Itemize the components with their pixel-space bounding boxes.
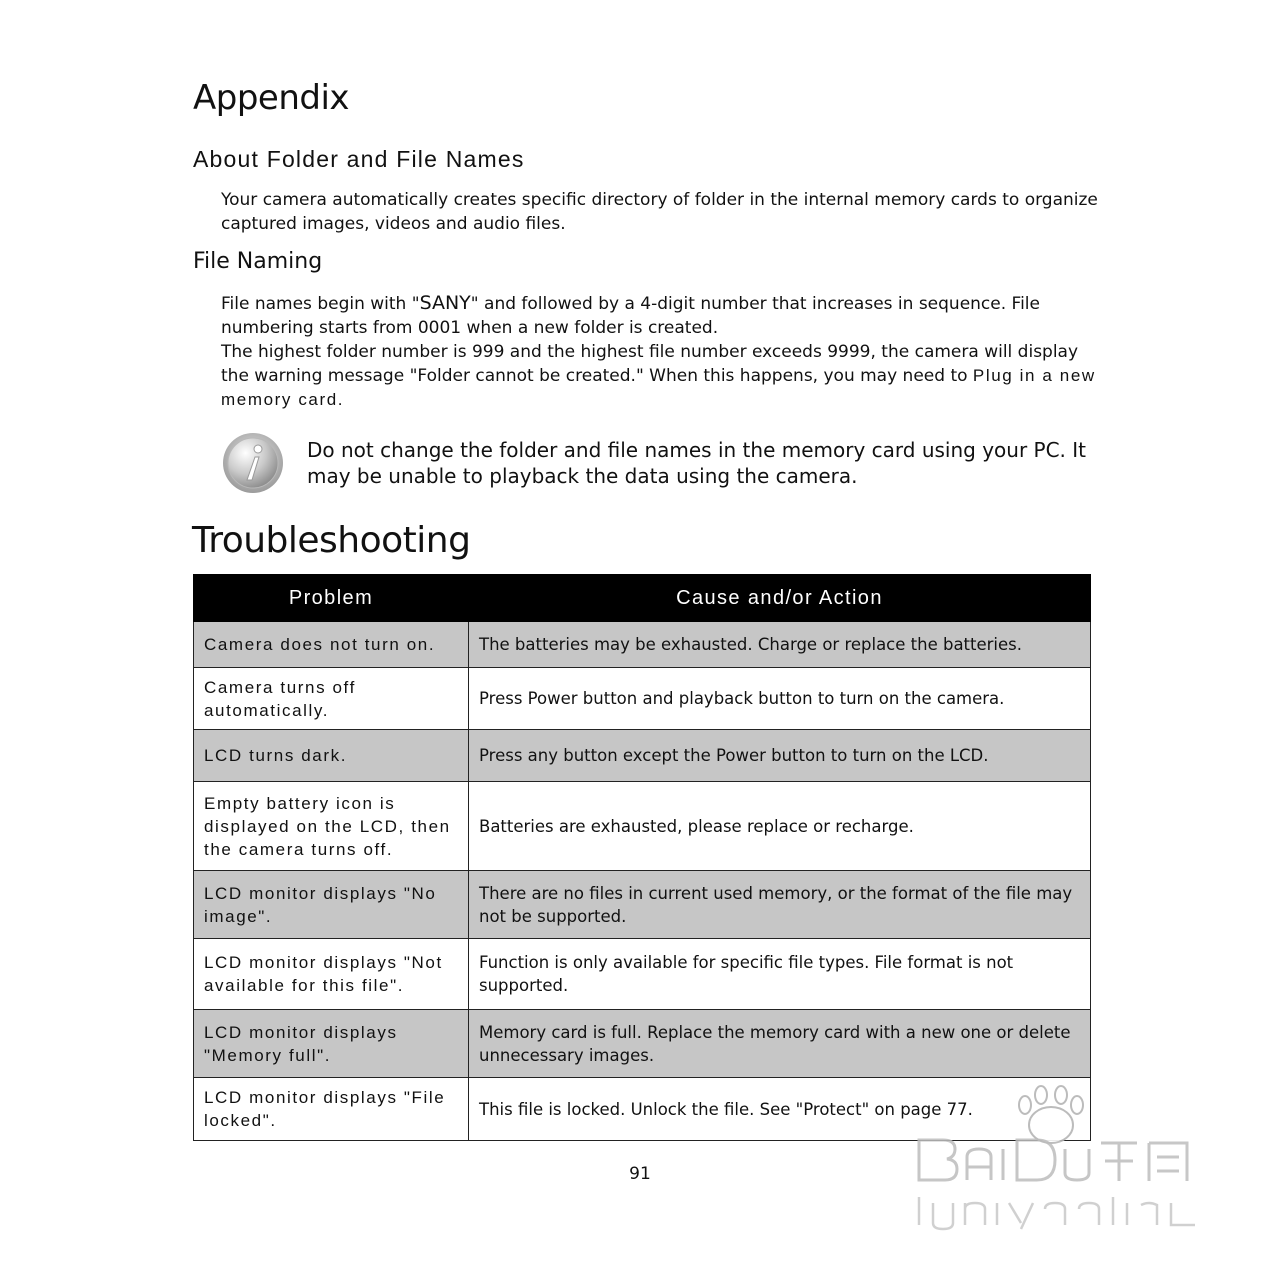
- action-cell: Memory card is full. Replace the memory card with a new one or delete unnecessary images.: [469, 1010, 1091, 1078]
- action-cell: Press Power button and playback button to turn on the camera.: [469, 668, 1091, 730]
- plug-in-text: Plug in a new memory card.: [221, 366, 1096, 409]
- baidu-watermark-logo: [905, 1085, 1205, 1235]
- action-cell: Batteries are exhausted, please replace or recharge.: [469, 782, 1091, 871]
- problem-cell: Empty battery icon is displayed on the LCD, then the camera turns off.: [194, 782, 469, 871]
- subheading-file-naming: File Naming: [193, 249, 323, 274]
- problem-cell: Camera turns off automatically.: [194, 668, 469, 730]
- page-title: Appendix: [193, 78, 350, 118]
- note-text: Do not change the folder and file names in the memory card using your PC. It may be unable to playback the data using the camera.: [307, 438, 1087, 488]
- problem-cell: LCD turns dark.: [194, 730, 469, 782]
- action-cell: Function is only available for specific file types. File format is not supported.: [469, 939, 1091, 1010]
- section-heading-folder: About Folder and File Names: [193, 146, 525, 172]
- table-row: [194, 730, 1091, 782]
- table-row: [194, 782, 1091, 871]
- info-icon: [222, 432, 284, 494]
- column-header-action: Cause and/or Action: [469, 575, 1091, 622]
- action-cell: There are no files in current used memory, or the format of the file may not be supported.: [469, 871, 1091, 939]
- table-row: [194, 622, 1091, 668]
- column-header-problem: Problem: [194, 575, 469, 622]
- action-cell: This file is locked. Unlock the file. See "Protect" on page 77.: [469, 1078, 1091, 1141]
- action-cell: Press any button except the Power button to turn on the LCD.: [469, 730, 1091, 782]
- table-row: [194, 1010, 1091, 1078]
- file-naming-text: [221, 291, 1101, 412]
- table-row: [194, 939, 1091, 1010]
- problem-cell: Camera does not turn on.: [194, 622, 469, 668]
- file-naming-paragraph-2: The highest folder number is 999 and the highest file number exceeds 9999, the camera will display the warning message "Folder cannot be created." When this happens, you may need to Plug in a new memory card.: [221, 342, 1096, 409]
- problem-cell: LCD monitor displays "Memory full".: [194, 1010, 469, 1078]
- troubleshooting-table: [193, 574, 1091, 1141]
- problem-cell: LCD monitor displays "Not available for this file".: [194, 939, 469, 1010]
- file-naming-paragraph-1: File names begin with "SANY" and followed by a 4-digit number that increases in sequence. File numbering starts from 0001 when a new folder is created.: [221, 292, 1040, 338]
- table-row: [194, 871, 1091, 939]
- intro-paragraph: Your camera automatically creates specific directory of folder in the internal memory cards to organize captured images, videos and audio files.: [221, 190, 1098, 234]
- prefix-sany: SANY: [419, 292, 471, 314]
- table-header-row: [194, 575, 1091, 622]
- problem-cell: LCD monitor displays "File locked".: [194, 1078, 469, 1141]
- page-number: 91: [629, 1164, 651, 1184]
- section-heading-troubleshooting: Troubleshooting: [192, 520, 471, 561]
- problem-cell: LCD monitor displays "No image".: [194, 871, 469, 939]
- action-cell: The batteries may be exhausted. Charge or replace the batteries.: [469, 622, 1091, 668]
- table-row: [194, 668, 1091, 730]
